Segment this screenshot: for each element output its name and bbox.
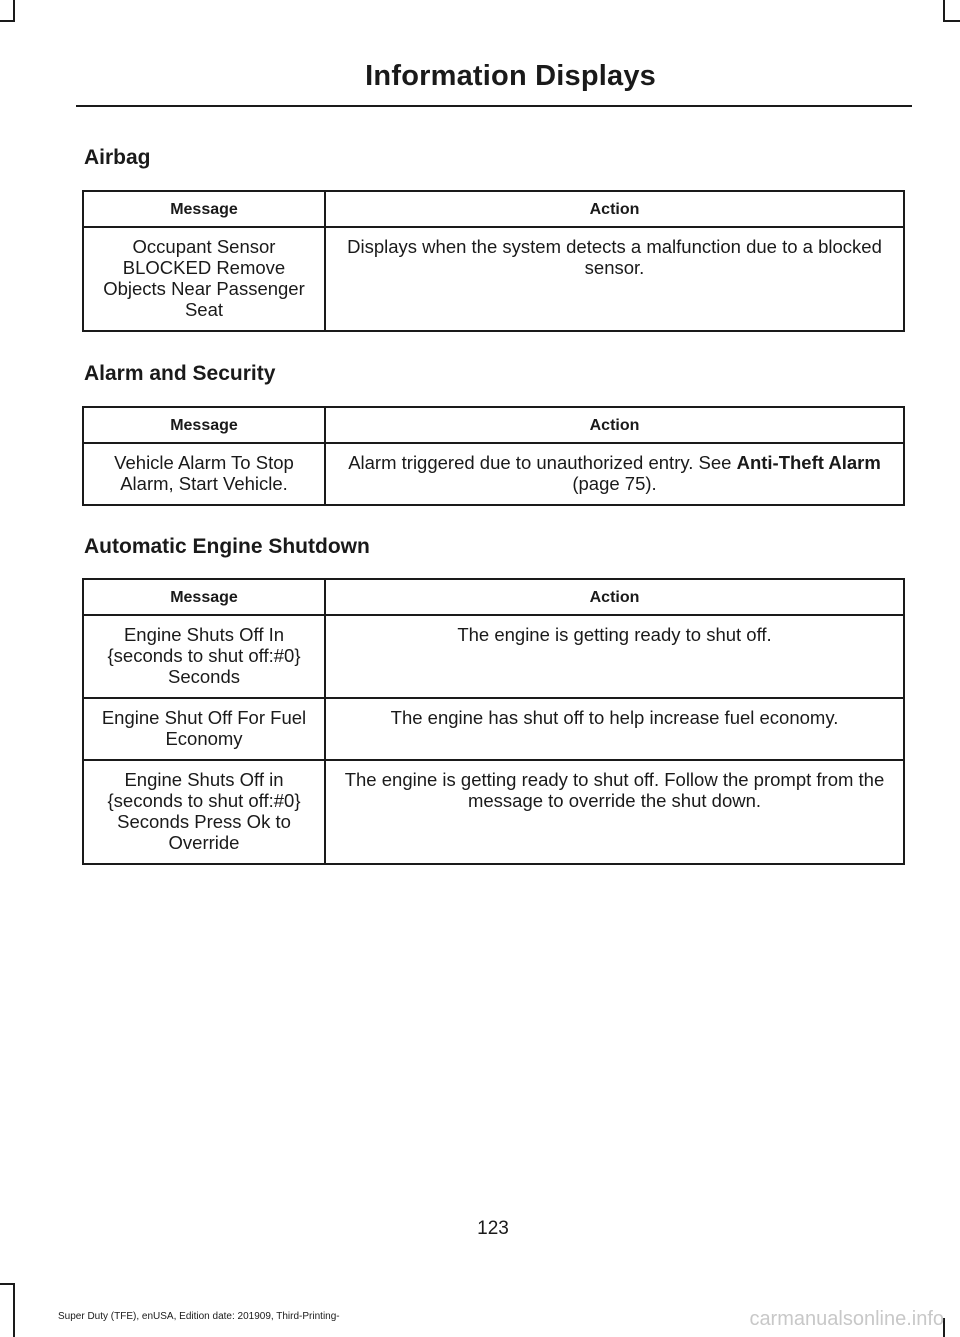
- section-heading-airbag: Airbag: [84, 146, 151, 169]
- column-header-message: Message: [83, 191, 325, 227]
- action-text: Alarm triggered due to unauthorized entry. See: [348, 452, 737, 473]
- message-cell: Occupant Sensor BLOCKED Remove Objects Near Passenger Seat: [83, 227, 325, 331]
- action-cell: The engine has shut off to help increase fuel economy.: [325, 698, 904, 760]
- action-cell: The engine is getting ready to shut off. Follow the prompt from the message to override the shut down.: [325, 760, 904, 864]
- column-header-action: Action: [325, 191, 904, 227]
- column-header-action: Action: [325, 407, 904, 443]
- crop-mark-top-right: [943, 0, 945, 22]
- table-row: [83, 698, 904, 760]
- column-header-message: Message: [83, 579, 325, 615]
- table-header-row: [83, 579, 904, 615]
- action-cell: [325, 443, 904, 505]
- title-divider: [76, 105, 912, 107]
- message-cell: Engine Shuts Off In {seconds to shut off:#0} Seconds: [83, 615, 325, 698]
- column-header-action: Action: [325, 579, 904, 615]
- crop-mark-bottom-left: [13, 1283, 15, 1337]
- edition-footer: Super Duty (TFE), enUSA, Edition date: 201909, Third-Printing-: [58, 1311, 340, 1322]
- crop-mark-bottom-left: [0, 1283, 15, 1285]
- engine-shutdown-message-table: [82, 578, 905, 865]
- page-number: 123: [477, 1218, 509, 1239]
- message-cell: Vehicle Alarm To Stop Alarm, Start Vehicle.: [83, 443, 325, 505]
- table-header-row: [83, 407, 904, 443]
- cross-reference-link[interactable]: Anti-Theft Alarm: [736, 452, 881, 473]
- table-row: [83, 227, 904, 331]
- table-header-row: [83, 191, 904, 227]
- section-heading-alarm-security: Alarm and Security: [84, 362, 276, 385]
- crop-mark-top-left: [0, 20, 15, 22]
- message-cell: Engine Shuts Off in {seconds to shut off:#0} Seconds Press Ok to Override: [83, 760, 325, 864]
- alarm-message-table: [82, 406, 905, 506]
- message-cell: Engine Shut Off For Fuel Economy: [83, 698, 325, 760]
- column-header-message: Message: [83, 407, 325, 443]
- table-row: [83, 760, 904, 864]
- watermark: carmanualsonline.info: [749, 1308, 944, 1330]
- action-cell: Displays when the system detects a malfunction due to a blocked sensor.: [325, 227, 904, 331]
- table-row: [83, 443, 904, 505]
- crop-mark-top-left: [13, 0, 15, 22]
- page-reference: (page 75).: [572, 473, 657, 494]
- airbag-message-table: [82, 190, 905, 332]
- table-row: [83, 615, 904, 698]
- crop-mark-top-right: [943, 20, 960, 22]
- section-heading-engine-shutdown: Automatic Engine Shutdown: [84, 535, 370, 558]
- page-title: Information Displays: [365, 60, 656, 92]
- action-cell: The engine is getting ready to shut off.: [325, 615, 904, 698]
